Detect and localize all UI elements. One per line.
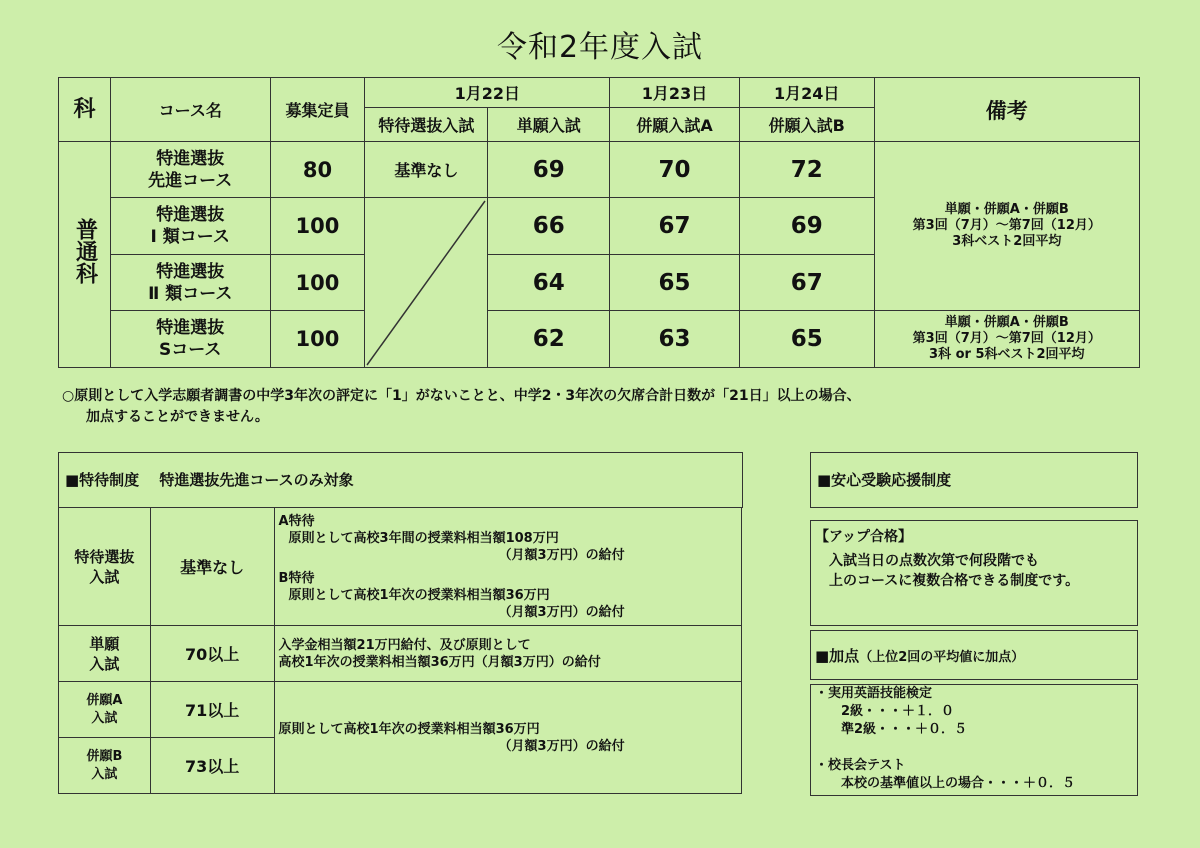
criteria: 71以上 (150, 682, 274, 738)
katen-heading: ■加点（上位2回の平均値に加点） (815, 647, 1025, 665)
remarks-upper: 単願・併願A・併願B 第3回（7月）～第7回（12月） 3科ベスト2回平均 (874, 142, 1139, 311)
dept-label: 普通科 (72, 218, 98, 285)
tokutai-value: 基準なし (365, 142, 488, 198)
page-title: 令和2年度入試 (496, 30, 704, 65)
header-date2: 1月23日 (610, 78, 740, 108)
header-course: コース名 (110, 78, 270, 142)
up-pass-title: 【アップ合格】 (815, 529, 913, 545)
benefit-tokutai: A特待 原則として高校3年間の授業料相当額108万円 （月額3万円）の給付 B特待 原則として高校1年次の授業料相当額36万円 （月額3万円）の給付 (274, 508, 741, 626)
tangan-score: 62 (488, 311, 610, 368)
admission-criteria-table (58, 77, 1140, 368)
heiganB-score: 67 (739, 254, 874, 311)
header-capacity: 募集定員 (270, 78, 365, 142)
capacity-value: 100 (270, 311, 365, 368)
heiganB-score: 72 (739, 142, 874, 198)
capacity-value: 100 (270, 254, 365, 311)
tokutai-table (58, 507, 742, 794)
course-name: 特進選抜 Sコース (110, 311, 270, 368)
header-exam-tokutai: 特待選抜入試 (365, 108, 488, 142)
anshin-heading: ■安心受験応援制度 (817, 471, 952, 489)
course-name: 特進選抜 Ⅱ 類コース (110, 254, 270, 311)
heiganA-score: 70 (610, 142, 740, 198)
dept-cell (59, 142, 111, 368)
criteria: 基準なし (150, 508, 274, 626)
tangan-score: 64 (488, 254, 610, 311)
course-name: 特進選抜 Ⅰ 類コース (110, 198, 270, 255)
exam-type: 併願A 入試 (59, 682, 151, 738)
header-date1: 1月22日 (365, 78, 610, 108)
header-exam-heiganA: 併願入試A (610, 108, 740, 142)
tangan-score: 66 (488, 198, 610, 255)
header-exam-heiganB: 併願入試B (739, 108, 874, 142)
benefit-tangan: 入学金相当額21万円給付、及び原則として 高校1年次の授業料相当額36万円（月額3万円）の給付 (274, 626, 741, 682)
heiganB-score: 65 (739, 311, 874, 368)
notice-text: ○原則として入学志願者調書の中学3年次の評定に「1」がないことと、中学2・3年次の欠席合計日数が「21日」以上の場合、 加点することができません。 (62, 388, 861, 425)
tokutai-heading: ■特待制度 特進選抜先進コースのみ対象 (65, 471, 354, 489)
katen-heading-box (810, 630, 1138, 680)
anshin-heading-box (810, 452, 1138, 508)
header-ka: 科 (59, 78, 111, 142)
capacity-value: 80 (270, 142, 365, 198)
exam-type: 特待選抜 入試 (59, 508, 151, 626)
capacity-value: 100 (270, 198, 365, 255)
remarks-lower: 単願・併願A・併願B 第3回（7月）～第7回（12月） 3科 or 5科ベスト2回平均 (874, 311, 1139, 368)
heiganA-score: 67 (610, 198, 740, 255)
exam-type: 併願B 入試 (59, 738, 151, 794)
katen-items: ・実用英語技能検定 2級・・・＋１．０ 準2級・・・＋０．５ ・校長会テスト 本校の基準値以上の場合・・・＋０．５ (815, 686, 1076, 791)
exam-type: 単願 入試 (59, 626, 151, 682)
up-pass-box (810, 520, 1138, 626)
heiganB-score: 69 (739, 198, 874, 255)
header-date3: 1月24日 (739, 78, 874, 108)
criteria: 70以上 (150, 626, 274, 682)
tokutai-heading-box (58, 452, 743, 508)
header-remarks: 備考 (874, 78, 1139, 142)
heiganA-score: 65 (610, 254, 740, 311)
criteria: 73以上 (150, 738, 274, 794)
diagonal-empty-cell (365, 198, 488, 368)
tangan-score: 69 (488, 142, 610, 198)
diagonal-line (365, 199, 487, 367)
katen-items-box (810, 684, 1138, 796)
up-pass-desc: 入試当日の点数次第で何段階でも 上のコースに複数合格できる制度です。 (829, 553, 1080, 589)
heiganA-score: 63 (610, 311, 740, 368)
benefit-heigan: 原則として高校1年次の授業料相当額36万円 （月額3万円）の給付 (274, 682, 741, 794)
header-exam-tangan: 単願入試 (488, 108, 610, 142)
course-name: 特進選抜 先進コース (110, 142, 270, 198)
